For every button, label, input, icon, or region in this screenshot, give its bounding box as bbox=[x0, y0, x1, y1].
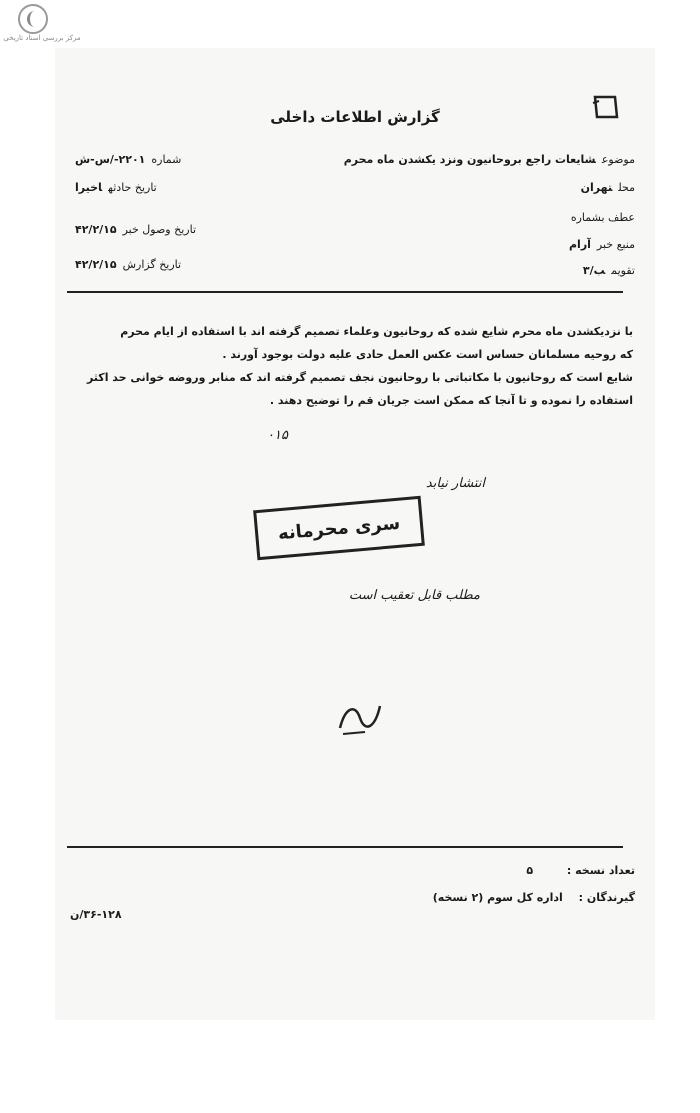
body-line-3: شایع است که روحانیون با مکاتباتی با روحانیون نجف تصمیم گرفته اند که منابر وروضه خوانی حد اکثر bbox=[86, 371, 633, 384]
archive-logo bbox=[18, 4, 48, 34]
field-location: محلتهران bbox=[580, 181, 635, 194]
footer-divider bbox=[67, 846, 623, 848]
signature-scribble-icon bbox=[335, 698, 385, 738]
field-reference-number: عطف بشماره bbox=[570, 211, 635, 224]
field-news-source: منبع خبرآرام bbox=[568, 238, 635, 251]
report-document bbox=[55, 48, 655, 1020]
field-received-date: تاریخ وصول خبر۴۲/۲/۱۵ bbox=[75, 223, 197, 236]
copies-count: تعداد نسخه : ۵ bbox=[526, 864, 635, 877]
field-subject: موضوعشایعات راجع بروحانیون ونزد یکشدن ماه محرم bbox=[343, 153, 635, 166]
handwritten-date: ۰۱۵ bbox=[267, 428, 288, 443]
recipients: گیرندگان : اداره کل سوم (۲ نسخه) bbox=[432, 891, 635, 904]
header-divider bbox=[67, 291, 623, 293]
report-title: گزارش اطلاعات داخلی bbox=[270, 108, 440, 126]
field-report-date: تاریخ گزارش۴۲/۲/۱۵ bbox=[75, 258, 182, 271]
body-line-4: استفاده را نموده و تا آنجا که ممکن است جریان قم را توضیح دهند . bbox=[269, 394, 633, 407]
archive-watermark-text: مرکز بررسی اسناد تاریخی bbox=[3, 34, 81, 42]
form-code: ۳۶-۱۲۸/ن bbox=[70, 908, 122, 921]
body-line-1: با نزدیکشدن ماه محرم شایع شده که روحانیون وعلماء تصمیم گرفته اند با استفاده از ایام محرم bbox=[120, 325, 633, 338]
handwritten-note-1: انتشار نیابد bbox=[425, 476, 485, 491]
report-body bbox=[73, 320, 633, 412]
field-incident-date: تاریخ حادثهاخیرا bbox=[75, 181, 157, 194]
field-number: شماره۲۲۰۱-/س-ش bbox=[75, 153, 182, 166]
body-line-2: که روحیه مسلمانان حساس است عکس العمل حادی علیه دولت بوجود آورند . bbox=[222, 348, 633, 361]
field-rating: تقویمب/۳ bbox=[582, 264, 635, 277]
handwritten-note-2: مطلب قابل تعقیب است bbox=[348, 588, 480, 603]
classification-stamp: سری محرمانه bbox=[253, 496, 425, 560]
